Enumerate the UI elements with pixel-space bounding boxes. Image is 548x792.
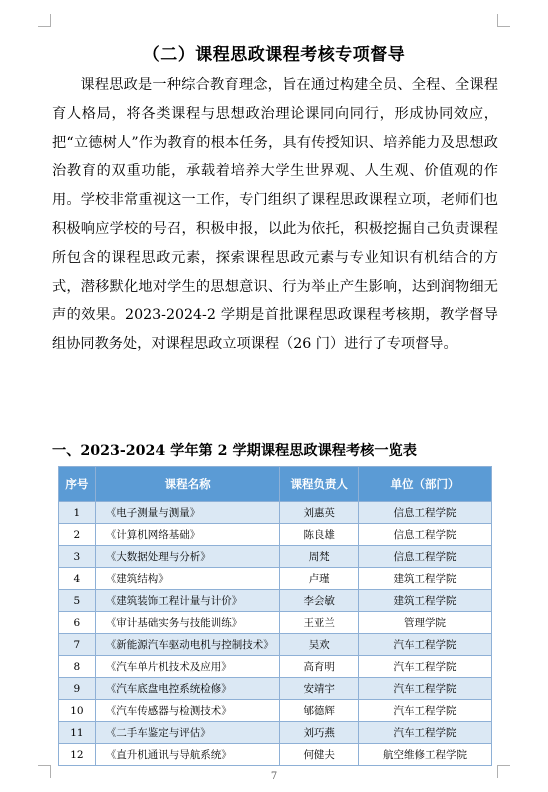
body-paragraph: 课程思政是一种综合教育理念，旨在通过构建全员、全程、全课程育人格局，将各类课程与思想政治理论课同向同行，形成协同效应，把“立德树人”作为教育的根本任务，具有传授知识、培养能力及思想政治教育的双重功能，承载着培养大学生世界观、人生观、价值观的作用。学校非常重视这一工作，专门组织了课程思政课程立项，老师们也积极响应学校的号召，积极申报，以此为依托，积极挖掘自己负责课程所包含的课程思政元素，探索课程思政元素与专业知识有机结合的方式，潜移默化地对学生的思想意识、行为举止产生影响，达到润物细无声的效果。2023-2024-2 学期是首批课程思政课程考核期，教学督导组协同教务处，对课程思政立项课程（26 门）进行了专项督导。 <box>52 77 498 353</box>
table-row <box>59 700 492 722</box>
row-no: 1 <box>59 502 96 524</box>
table-row <box>59 612 492 634</box>
row-course-lead: 陈良雄 <box>280 524 358 546</box>
row-unit: 航空维修工程学院 <box>358 744 491 766</box>
section-title: （二）课程思政课程考核专项督导 <box>142 45 406 65</box>
table-header-row <box>59 467 492 502</box>
corner-mark-top-left <box>38 14 51 27</box>
row-course-name: 《汽车单片机技术及应用》 <box>95 656 280 678</box>
row-no: 10 <box>59 700 96 722</box>
header-course-lead: 课程负责人 <box>280 467 358 502</box>
row-no: 2 <box>59 524 96 546</box>
table-row <box>59 656 492 678</box>
row-unit: 信息工程学院 <box>358 524 491 546</box>
row-course-name: 《汽车底盘电控系统检修》 <box>95 678 280 700</box>
row-course-lead: 刘巧燕 <box>280 722 358 744</box>
row-unit: 汽车工程学院 <box>358 722 491 744</box>
row-course-name: 《电子测量与测量》 <box>95 502 280 524</box>
row-course-name: 《大数据处理与分析》 <box>95 546 280 568</box>
row-course-name: 《计算机网络基础》 <box>95 524 280 546</box>
course-assessment-table <box>58 466 492 766</box>
row-course-lead: 周梵 <box>280 546 358 568</box>
row-no: 7 <box>59 634 96 656</box>
row-no: 12 <box>59 744 96 766</box>
row-course-name: 《新能源汽车驱动电机与控制技术》 <box>95 634 280 656</box>
row-course-lead: 安靖宇 <box>280 678 358 700</box>
row-unit: 信息工程学院 <box>358 546 491 568</box>
row-course-lead: 何健夫 <box>280 744 358 766</box>
table-row <box>59 524 492 546</box>
row-course-lead: 王亚兰 <box>280 612 358 634</box>
row-course-lead: 郇德辉 <box>280 700 358 722</box>
row-course-name: 《审计基础实务与技能训练》 <box>95 612 280 634</box>
header-course-name: 课程名称 <box>95 467 280 502</box>
row-unit: 汽车工程学院 <box>358 634 491 656</box>
table-row <box>59 546 492 568</box>
row-unit: 汽车工程学院 <box>358 656 491 678</box>
row-course-lead: 李会敏 <box>280 590 358 612</box>
row-course-lead: 高育明 <box>280 656 358 678</box>
row-no: 5 <box>59 590 96 612</box>
row-course-name: 《建筑结构》 <box>95 568 280 590</box>
table-row <box>59 502 492 524</box>
table-row <box>59 634 492 656</box>
row-no: 8 <box>59 656 96 678</box>
row-unit: 信息工程学院 <box>358 502 491 524</box>
row-course-name: 《汽车传感器与检测技术》 <box>95 700 280 722</box>
page-number: 7 <box>270 771 278 782</box>
table-row <box>59 590 492 612</box>
table-row <box>59 744 492 766</box>
row-course-lead: 刘惠英 <box>280 502 358 524</box>
header-no: 序号 <box>59 467 96 502</box>
row-no: 9 <box>59 678 96 700</box>
row-no: 6 <box>59 612 96 634</box>
row-unit: 汽车工程学院 <box>358 700 491 722</box>
table-body <box>59 502 492 766</box>
row-course-name: 《直升机通讯与导航系统》 <box>95 744 280 766</box>
row-no: 11 <box>59 722 96 744</box>
table-row <box>59 722 492 744</box>
row-course-lead: 卢瑾 <box>280 568 358 590</box>
table-title: 一、2023-2024 学年第 2 学期课程思政课程考核一览表 <box>52 443 417 459</box>
table-row <box>59 568 492 590</box>
row-unit: 管理学院 <box>358 612 491 634</box>
corner-mark-top-right <box>497 14 510 27</box>
row-no: 4 <box>59 568 96 590</box>
row-no: 3 <box>59 546 96 568</box>
table-row <box>59 678 492 700</box>
row-course-lead: 吴欢 <box>280 634 358 656</box>
row-unit: 汽车工程学院 <box>358 678 491 700</box>
row-course-name: 《二手车鉴定与评估》 <box>95 722 280 744</box>
row-unit: 建筑工程学院 <box>358 568 491 590</box>
header-unit: 单位（部门） <box>358 467 491 502</box>
row-unit: 建筑工程学院 <box>358 590 491 612</box>
row-course-name: 《建筑装饰工程计量与计价》 <box>95 590 280 612</box>
